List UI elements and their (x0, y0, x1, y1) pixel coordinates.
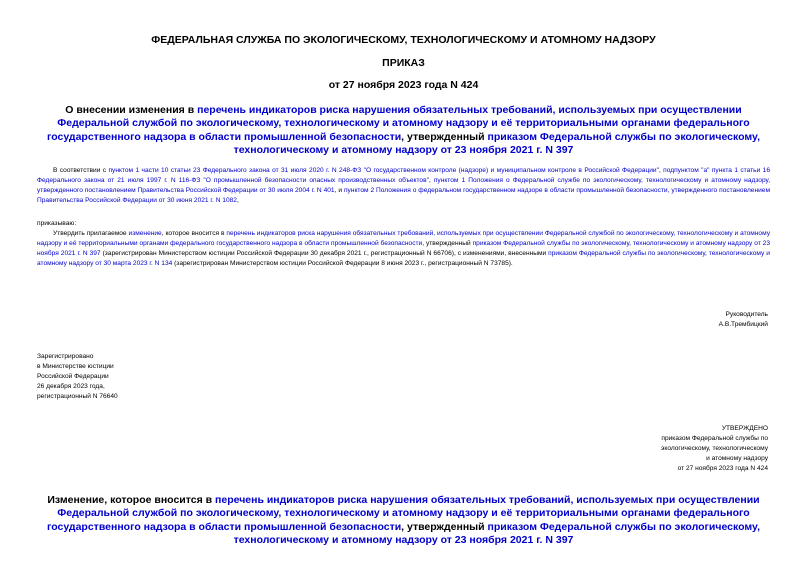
basis-text: , (428, 177, 434, 185)
basis-link-postanovlenie-401[interactable]: пунктом 1 Положения о Федеральной службе по экологическому, технологическому и атомному надзору, утвержденного постановлением Правительства Российской Федерации от 30 июля 2004 г. N 401 (37, 177, 771, 195)
basis-link-116fz[interactable]: подпунктом "а" пункта 1 статьи 16 Федерального закона от 21 июля 1997 г. N 116-ФЗ "О промышленной безопасности опасных производственных объектов" (37, 167, 771, 185)
registration-line: в Министерстве юстиции (37, 363, 114, 371)
approved-stamp-block (661, 424, 768, 474)
approve-paragraph (37, 229, 770, 269)
approved-line: приказом Федеральной службы по (661, 435, 768, 443)
legal-basis-paragraph (37, 166, 770, 206)
approve-text: , утвержденный (422, 240, 473, 248)
document-title (40, 104, 767, 157)
title-text: О внесении изменения в (65, 104, 198, 116)
approve-text: Утвердить прилагаемое (53, 230, 129, 237)
order-word: приказываю: (37, 220, 77, 227)
signer-position: Руководитель (725, 311, 768, 318)
appendix-title (40, 494, 767, 547)
basis-text: В соответствии с (53, 167, 109, 174)
basis-text: , (658, 167, 664, 174)
basis-link-postanovlenie-1082[interactable]: пунктом 2 Положения о федеральном государственном надзоре в области промышленной безопасности, утвержденного постановлением Правительства Российской Федерации от 30 июня 2021 г. N 1082 (37, 187, 770, 205)
document-type: ПРИКАЗ (382, 57, 425, 69)
approve-text: (зарегистрирован Министерством юстиции Российской Федерации 30 декабря 2021 г., регистрационный N 66706), с изменениями, внесенными (100, 250, 549, 258)
approved-line: УТВЕРЖДЕНО (721, 425, 768, 432)
title-link-order-397[interactable]: приказом Федеральной службы по экологическому, технологическому и атомному надзору от 23 ноября 2021 г. N 397 (233, 130, 760, 156)
signature-block (719, 310, 768, 330)
approved-line: и атомному надзору (706, 455, 768, 463)
basis-link-248fz[interactable]: пунктом 1 части 10 статьи 23 Федерального закона от 31 июля 2020 г. N 248-ФЗ "О государственном контроле (надзоре) и муниципальном контроле в Российской Федерации" (108, 167, 659, 174)
registration-line: Зарегистрировано (37, 353, 94, 360)
title-text: , утвержденный (401, 130, 488, 143)
approve-text: (зарегистрирован Министерством юстиции Российской Федерации 8 июня 2023 г., регистрационный N 73785). (172, 260, 513, 268)
basis-text: , (236, 197, 239, 205)
registration-line: регистрационный N 76640 (37, 393, 118, 401)
approved-line: экологическому, технологическому (661, 445, 768, 453)
appendix-title-text: Изменение, которое вносится в (47, 494, 216, 506)
signer-name: А.В.Трембицкий (718, 321, 768, 329)
approve-link-order-397[interactable]: приказом Федеральной службы по экологическому, технологическому и атомному надзору от 23 ноября 2021 г. N 397 (37, 240, 770, 258)
registration-line: 26 декабря 2023 года, (37, 383, 105, 391)
title-link-indicator-list[interactable]: перечень индикаторов риска нарушения обязательных требований, используемых при осуществлении Федеральной службой по экологическому, технологическому и атомному надзору и её территориальными органами федерального государственного надзора в области промышленной безопасности (47, 104, 750, 143)
approve-link-indicator-list[interactable]: перечень индикаторов риска нарушения обязательных требований, используемых при осуществлении Федеральной службой по экологическому, технологическому и атомному надзору и её территориальными органами федерального государственного надзора в области промышленной безопасности (37, 230, 770, 248)
approve-text: , которое вносится в (161, 230, 227, 237)
appendix-link-order-397[interactable]: приказом Федеральной службы по экологическому, технологическому и атомному надзору от 23 ноября 2021 г. N 397 (233, 520, 760, 546)
approve-link-order-134[interactable]: приказом Федеральной службы по экологическому, технологическому и атомному надзору от 30 марта 2023 г. N 134 (37, 250, 770, 268)
registration-block (37, 352, 118, 402)
registration-line: Российской Федерации (37, 373, 109, 381)
approve-link-change[interactable]: изменение (128, 230, 162, 237)
basis-text: , и (334, 187, 344, 195)
document-date-number: от 27 ноября 2023 года N 424 (328, 79, 479, 91)
agency-name: ФЕДЕРАЛЬНАЯ СЛУЖБА ПО ЭКОЛОГИЧЕСКОМУ, ТЕХНОЛОГИЧЕСКОМУ И АТОМНОМУ НАДЗОРУ (151, 34, 656, 46)
appendix-title-text: , утвержденный (401, 520, 488, 533)
approved-line: от 27 ноября 2023 года N 424 (677, 465, 768, 473)
appendix-link-indicator-list[interactable]: перечень индикаторов риска нарушения обязательных требований, используемых при осуществлении Федеральной службой по экологическому, технологическому и атомному надзору и её территориальными органами федерального государственного надзора в области промышленной безопасности (47, 494, 760, 533)
